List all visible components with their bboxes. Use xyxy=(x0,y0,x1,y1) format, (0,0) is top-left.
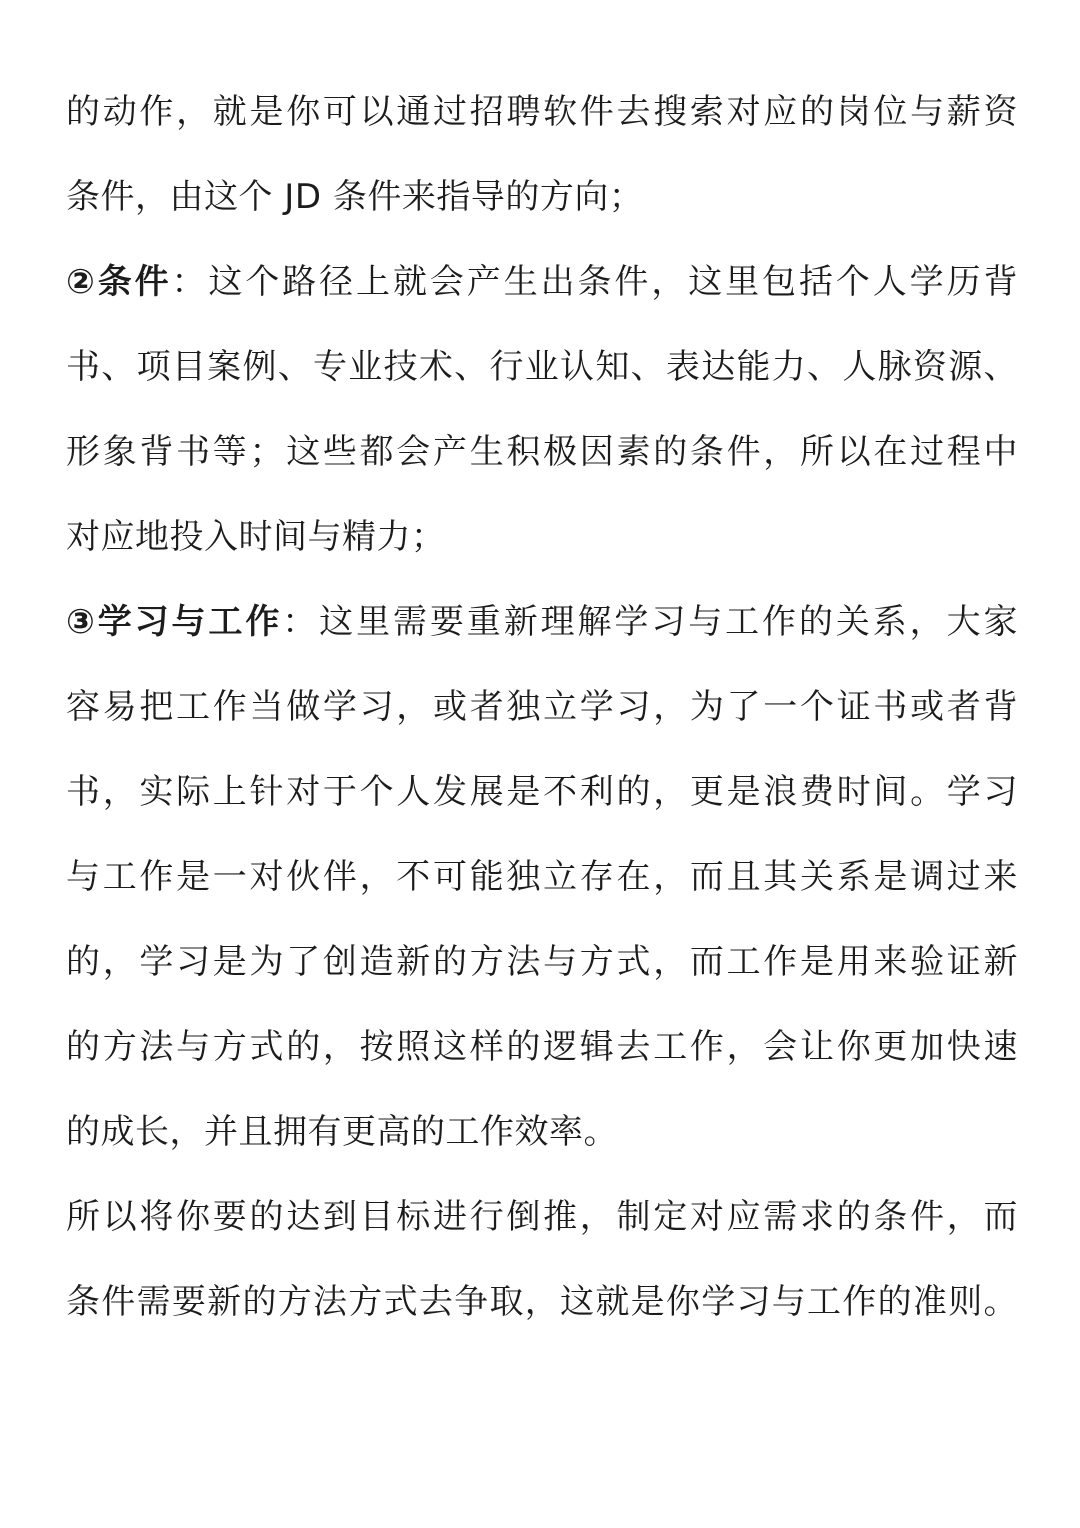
paragraph-line: 的方法与方式的，按照这样的逻辑去工作，会让你更加快速 xyxy=(66,1027,1018,1067)
list-item-heading: ②条件 xyxy=(66,262,172,302)
article-body xyxy=(66,70,1018,1345)
list-item-heading: ③学习与工作 xyxy=(66,602,283,642)
paragraph-line: 容易把工作当做学习，或者独立学习，为了一个证书或者背 xyxy=(66,687,1018,727)
paragraph-line: 条件，由这个 JD 条件来指导的方向； xyxy=(66,177,644,217)
paragraph-line: 条件需要新的方法方式去争取，这就是你学习与工作的准则。 xyxy=(66,1282,1018,1322)
paragraph-line: 书，实际上针对于个人发展是不利的，更是浪费时间。学习 xyxy=(66,772,1018,812)
paragraph-line: 的，学习是为了创造新的方法与方式，而工作是用来验证新 xyxy=(66,942,1018,982)
paragraph-line: 的动作，就是你可以通过招聘软件去搜索对应的岗位与薪资 xyxy=(66,92,1018,132)
paragraph-line: 形象背书等；这些都会产生积极因素的条件，所以在过程中 xyxy=(66,432,1018,472)
list-item-conditions: ②条件：这个路径上就会产生出条件，这里包括个人学历背 xyxy=(66,262,1018,302)
paragraph-line: 的成长，并且拥有更高的工作效率。 xyxy=(66,1112,618,1152)
paragraph-line: 所以将你要的达到目标进行倒推，制定对应需求的条件，而 xyxy=(66,1197,1018,1237)
paragraph-line: 对应地投入时间与精力； xyxy=(66,517,446,557)
paragraph-line: 书、项目案例、专业技术、行业认知、表达能力、人脉资源、 xyxy=(66,347,1018,387)
paragraph-line: 与工作是一对伙伴，不可能独立存在，而且其关系是调过来 xyxy=(66,857,1018,897)
list-item-study-and-work: ③学习与工作：这里需要重新理解学习与工作的关系，大家 xyxy=(66,602,1018,642)
